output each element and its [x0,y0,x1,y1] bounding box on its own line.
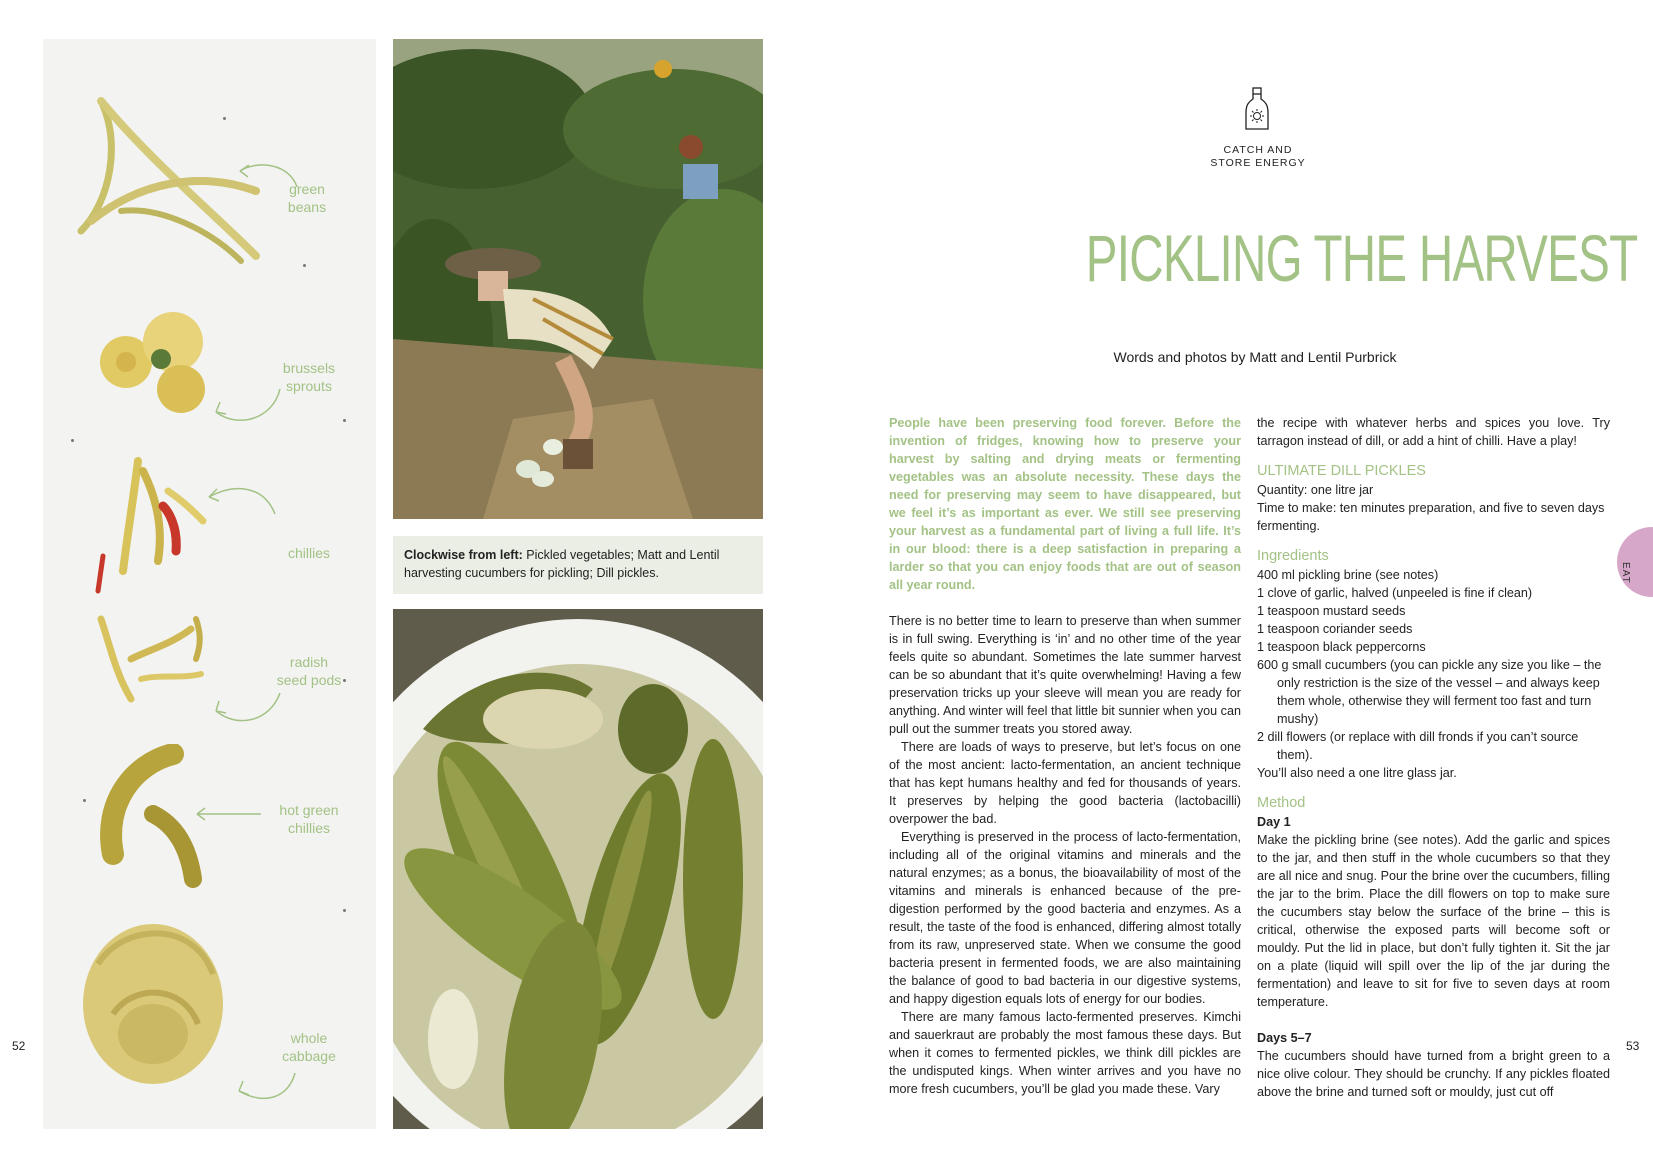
day-1-heading: Day 1 [1257,815,1291,829]
radish-seed-pods-label: radish seed pods [276,654,342,688]
page-title: PICKLING THE HARVEST [1085,221,1638,295]
body-paragraph: Everything is preserved in the process of lacto-fermentation, including all of the original vitamins and minerals and the natural enzymes; as a bonus, the bioavailability of most of the vitamins and minerals is enhanced because of the pre-digestion performed by the good bacteria and enzymes. As a result, the taste of the food is enhanced, differing almost totally from its raw, unpreserved state. When we consume the good bacteria present in fermented foods, we are also maintaining the balance of good to bad bacteria in our digestive systems, and happy digestion equals lots of energy for our bodies. [889,830,1241,1006]
speck [71,439,74,442]
body-paragraph-continued: the recipe with whatever herbs and spices you love. Try tarragon instead of dill, or add a hint of chilli. Have a play! [1257,416,1610,448]
ingredient-item: 1 teaspoon black peppercorns [1257,640,1426,654]
speck [83,799,86,802]
vegetable-photo-strip [43,39,376,1129]
intro-paragraph: People have been preserving food forever. Before the invention of fridges, knowing how to preserve your harvest by salting and drying meats or fermenting vegetables was an absolute necessity. These days the need for preserving may seem to have disappeared, but we feel it’s as important as ever. We still see preserving your harvest as a fundamental part of living a full life. It’s in our blood: there is a deep satisfaction in preparing a larder so that you can enjoy foods that are out of season all year round. [889,416,1241,592]
pickles-jar-illustration [393,609,763,1129]
speck [303,264,306,267]
radish-seed-pods-image [91,599,221,709]
days-5-7-heading: Days 5–7 [1257,1031,1312,1045]
body-paragraph: There is no better time to learn to preserve than when summer is in full swing. Everything is ‘in’ and no other time of the year feels quite so abundant. Sometimes the late summer harvest can be so abundant that it’s quite overwhelming! Having a few preservation tricks up your sleeve will mean you are ready for anything. And winter will feel that little bit sunnier when you can pull out the summer treats you stored away. [889,614,1241,736]
ingredient-item: 400 ml pickling brine (see notes) [1257,568,1439,582]
chillies-label: chillies [287,545,330,561]
ingredient-item: 2 dill flowers (or replace with dill fronds if you can’t source them). [1257,730,1579,762]
chillies-image [88,451,218,601]
arrow-icon [233,1069,303,1109]
left-page-number: 52 [12,1039,26,1053]
ingredient-item: You’ll also need a one litre glass jar. [1257,766,1457,780]
garden-harvest-photo [393,39,763,519]
speck [343,909,346,912]
arrow-icon [208,689,288,729]
ingredient-item: 1 clove of garlic, halved (unpeeled is fine if clean) [1257,586,1533,600]
day-1-text: Make the pickling brine (see notes). Add the garlic and spices to the jar, and then stuff in the whole cucumbers so that they are all nice and snug. Pour the brine over the cucumbers, filling the jar to the brim. Place the dill flowers on top to make sure the cucumbers stay below the surface of the brine – this is critical, otherwise the exposed parts will become soft or mouldy. Put the lid in place, but don’t fully tighten it. Sit the jar on a plate (liquid will spill over the lip of the jar during the fermentation) and leave to sit for five to seven days at room temperature. [1257,833,1610,1009]
garden-photo-illustration [393,39,763,519]
article-column-left [889,414,1241,1098]
ingredients-heading: Ingredients [1257,548,1329,564]
ingredients-list [1257,566,1610,782]
byline: Words and photos by Matt and Lentil Purbrick [1113,349,1397,365]
arrow-icon [235,157,305,197]
recipe-title: ULTIMATE DILL PICKLES [1257,463,1426,479]
dill-pickles-photo [393,609,763,1129]
days-5-7-text: The cucumbers should have turned from a bright green to a nice olive colour. They should be crunchy. If any pickles floated above the brine and turned soft or mouldy, just cut off [1257,1049,1610,1099]
green-beans-label: green beans [287,181,327,215]
photo-caption [393,536,763,594]
ingredient-item: 600 g small cucumbers (you can pickle any size you like – the only restriction is the size of the vessel – and always keep them whole, otherwise they will ferment too fast and turn mushy) [1257,658,1602,726]
caption-lead: Clockwise from left: [404,548,523,562]
section-label: CATCH AND STORE ENERGY [1210,144,1306,169]
arrow-icon [208,384,288,429]
right-page-number: 53 [1626,1039,1640,1053]
whole-cabbage-image [73,904,233,1094]
article-column-right [1257,414,1610,1101]
recipe-time: Time to make: ten minutes preparation, and five to seven days fermenting. [1257,501,1605,533]
whole-cabbage-label: whole cabbage [282,1030,336,1064]
caption-text: Pickled vegetables; Matt and Lentil harvesting cucumbers for pickling; Dill pickles. [404,548,720,580]
method-heading: Method [1257,795,1306,811]
speck [343,419,346,422]
ingredient-item: 1 teaspoon coriander seeds [1257,622,1413,636]
eat-tab-label: EAT [1620,562,1631,584]
body-paragraph: There are many famous lacto-fermented preserves. Kimchi and sauerkraut are probably the most famous these days. But when it comes to fermented pickles, we think dill pickles are the undisputed kings. When winter arrives and you have no more fresh cucumbers, you’ll be glad you made these. Vary [889,1010,1241,1096]
brussels-sprouts-label: brussels sprouts [282,360,336,394]
hot-green-chillies-label: hot green chillies [279,802,339,836]
ingredient-item: 1 teaspoon mustard seeds [1257,604,1406,618]
body-paragraph: There are loads of ways to preserve, but let’s focus on one of the most ancient: lacto-fermentation, an ancient technique that has kept humans healthy and fed for thousands of years. It preserves by helping the good bacteria (lactobacilli) overpower the bad. [889,740,1241,826]
arrow-icon [203,479,283,519]
brussels-sprouts-image [91,307,221,417]
jar-sun-icon [1244,87,1270,133]
recipe-quantity: Quantity: one litre jar [1257,483,1374,497]
arrow-icon [191,804,266,824]
